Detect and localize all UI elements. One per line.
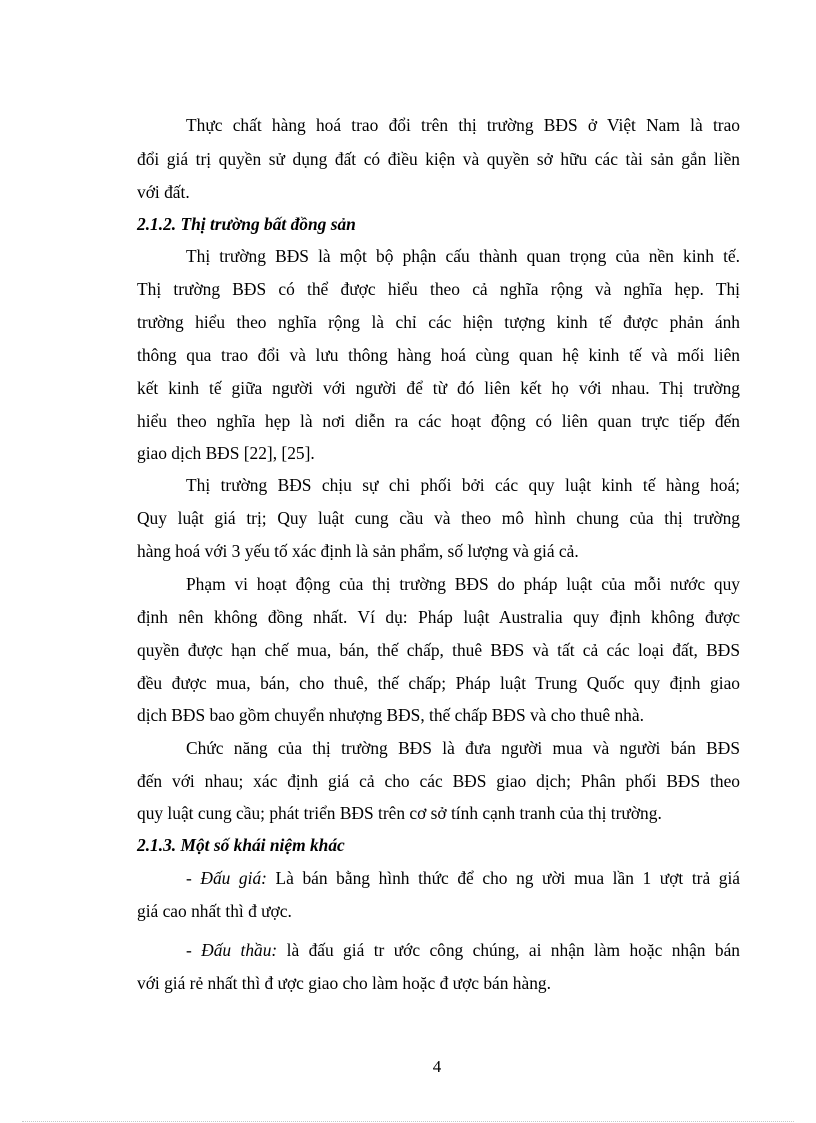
definition-term: - Đấu thầu: <box>186 940 278 960</box>
page-number: 4 <box>432 1057 442 1076</box>
paragraph-line: Thực chất hàng hoá trao đổi trên thị trường BĐS ở Việt Nam là trao <box>186 115 740 135</box>
paragraph-line: đều được mua, bán, cho thuê, thế chấp; Pháp luật Trung Quốc quy định giao <box>137 673 740 693</box>
paragraph-line: hàng hoá với 3 yếu tố xác định là sản phẩm, số lượng và giá cả. <box>137 541 579 561</box>
paragraph-line: hiểu theo nghĩa hẹp là nơi diễn ra các hoạt động có liên quan trực tiếp đến <box>137 411 740 431</box>
paragraph-line: quy luật cung cầu; phát triển BĐS trên cơ sở tính cạnh tranh của thị trường. <box>137 803 662 823</box>
paragraph-line: với đất. <box>137 182 190 202</box>
paragraph-line: định nên không đồng nhất. Ví dụ: Pháp luật Australia quy định không được <box>137 607 740 627</box>
definition-term: - Đấu giá: <box>186 868 267 888</box>
definition-text: là đấu giá tr ước công chúng, ai nhận làm hoặc nhận bán <box>277 940 740 960</box>
paragraph-line: Phạm vi hoạt động của thị trường BĐS do pháp luật của mỗi nước quy <box>186 574 740 594</box>
definition-line <box>186 866 740 890</box>
paragraph-line: Thị trường BĐS là một bộ phận cấu thành quan trọng của nền kinh tế. <box>186 246 740 266</box>
paragraph-line: Thị trường BĐS chịu sự chi phối bởi các quy luật kinh tế hàng hoá; <box>186 475 740 495</box>
paragraph-line: với giá rẻ nhất thì đ ược giao cho làm hoặc đ ược bán hàng. <box>137 973 551 993</box>
paragraph-line: kết kinh tế giữa người với người để từ đó liên kết họ với nhau. Thị trường <box>137 378 740 398</box>
paragraph-line: đến với nhau; xác định giá cả cho các BĐS giao dịch; Phân phối BĐS theo <box>137 771 740 791</box>
paragraph-line: giá cao nhất thì đ ược. <box>137 901 292 921</box>
paragraph-line: trường hiểu theo nghĩa rộng là chỉ các hiện tượng kinh tế được phản ánh <box>137 312 740 332</box>
paragraph-line: Quy luật giá trị; Quy luật cung cầu và theo mô hình chung của thị trường <box>137 508 740 528</box>
definition-line <box>186 938 740 962</box>
page-bottom-divider <box>22 1121 794 1122</box>
section-heading-2-1-2: 2.1.2. Thị trường bất đồng sản <box>137 214 356 234</box>
paragraph-line: giao dịch BĐS [22], [25]. <box>137 443 315 463</box>
paragraph-line: Thị trường BĐS có thể được hiểu theo cả nghĩa rộng và nghĩa hẹp. Thị <box>137 279 740 299</box>
paragraph-line: quyền được hạn chế mua, bán, thế chấp, thuê BĐS và tất cả các loại đất, BĐS <box>137 640 740 660</box>
section-heading-2-1-3: 2.1.3. Một số khái niệm khác <box>137 835 345 855</box>
paragraph-line: đổi giá trị quyền sử dụng đất có điều kiện và quyền sở hữu các tài sản gắn liền <box>137 149 740 169</box>
definition-text: Là bán bằng hình thức để cho ng ười mua lần 1 ượt trả giá <box>266 868 740 888</box>
paragraph-line: dịch BĐS bao gồm chuyển nhượng BĐS, thế chấp BĐS và cho thuê nhà. <box>137 705 644 725</box>
paragraph-line: Chức năng của thị trường BĐS là đưa người mua và người bán BĐS <box>186 738 740 758</box>
paragraph-line: thông qua trao đổi và lưu thông hàng hoá cùng quan hệ kinh tế và mối liên <box>137 345 740 365</box>
